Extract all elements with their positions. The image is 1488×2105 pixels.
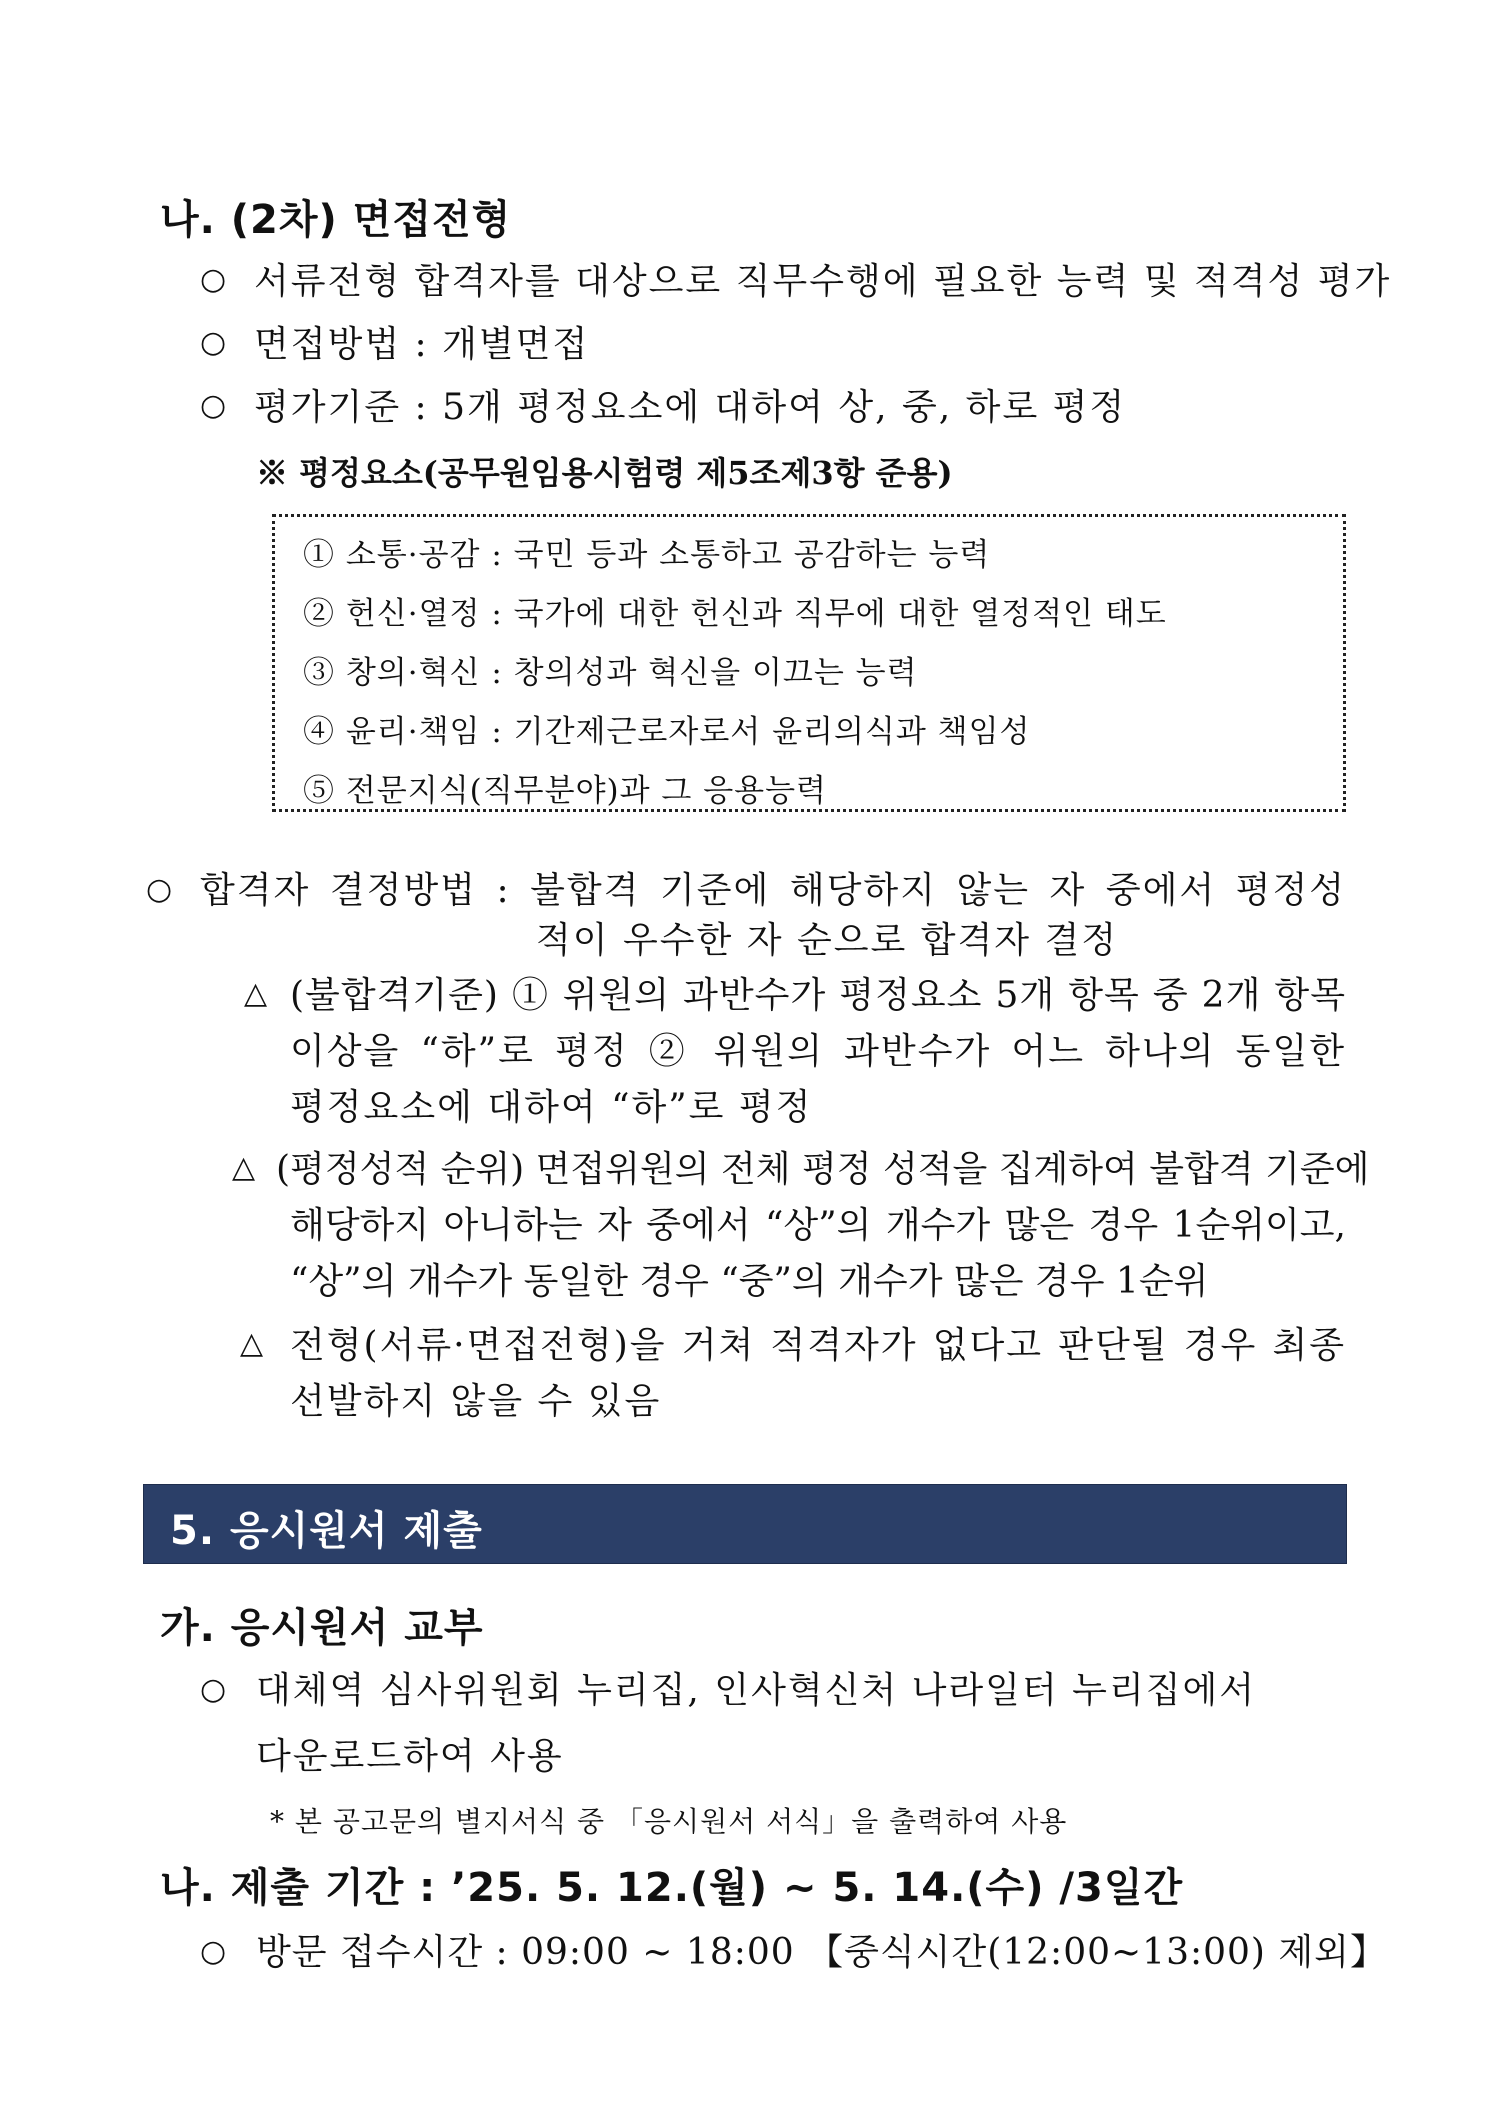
application-issue-line-1: 대체역 심사위원회 누리집, 인사혁신처 나라일터 누리집에서 <box>256 1670 1257 1711</box>
no-selection-line-1: 전형(서류·면접전형)을 거쳐 적격자가 없다고 판단될 경우 최종 <box>290 1325 1346 1366</box>
application-form-note: * 본 공고문의 별지서식 중 「응시원서 서식」을 출력하여 사용 <box>270 1805 1068 1838</box>
criteria-note: ※ 평정요소(공무원임용시험령 제5조제3항 준용) <box>256 454 953 492</box>
submission-period-heading: 나. 제출 기간 : ’25. 5. 12.(월) ~ 5. 14.(수) /3일간 <box>160 1865 1184 1911</box>
criteria-item: ③ 창의·혁신 : 창의성과 혁신을 이끄는 능력 <box>303 655 918 691</box>
fail-criteria-line-2: 이상을 “하”로 평정 ② 위원의 과반수가 어느 하나의 동일한 <box>290 1031 1346 1072</box>
visit-hours-line: 방문 접수시간 : 09:00 ~ 18:00 【중식시간(12:00~13:00) 제외】 <box>256 1932 1387 1973</box>
ranking-line-2: 해당하지 아니하는 자 중에서 “상”의 개수가 많은 경우 1순위이고, <box>290 1205 1346 1246</box>
ranking-line-1: (평정성적 순위) 면접위원의 전체 평정 성적을 집계하여 불합격 기준에 <box>276 1149 1370 1190</box>
ranking-line-3: “상”의 개수가 동일한 경우 “중”의 개수가 많은 경우 1순위 <box>290 1261 1209 1302</box>
section-banner-title: 5. 응시원서 제출 <box>170 1508 483 1554</box>
decision-line-1: 합격자 결정방법 : 불합격 기준에 해당하지 않는 자 중에서 평정성 <box>200 870 1346 911</box>
bullet-circle: ○ <box>200 388 227 423</box>
bullet-circle: ○ <box>146 872 173 907</box>
criteria-item: ⑤ 전문지식(직무분야)과 그 응용능력 <box>303 773 827 809</box>
bullet-circle: ○ <box>200 262 227 297</box>
interview-bullet-1: 서류전형 합격자를 대상으로 직무수행에 필요한 능력 및 적격성 평가 <box>254 261 1392 302</box>
criteria-item: ② 헌신·열정 : 국가에 대한 헌신과 직무에 대한 열정적인 태도 <box>303 596 1167 632</box>
criteria-item: ④ 윤리·책임 : 기간제근로자로서 윤리의식과 책임성 <box>303 714 1031 750</box>
application-issue-heading: 가. 응시원서 교부 <box>160 1605 484 1651</box>
application-issue-line-2: 다운로드하여 사용 <box>256 1736 564 1777</box>
interview-bullet-3: 평가기준 : 5개 평정요소에 대하여 상, 중, 하로 평정 <box>254 387 1127 428</box>
interview-bullet-2: 면접방법 : 개별면접 <box>254 324 590 365</box>
criteria-box <box>272 514 1346 812</box>
bullet-circle: ○ <box>200 325 227 360</box>
fail-criteria-line-3: 평정요소에 대하여 “하”로 평정 <box>290 1087 813 1128</box>
fail-criteria-line-1: (불합격기준) ① 위원의 과반수가 평정요소 5개 항목 중 2개 항목 <box>290 975 1346 1016</box>
triangle-bullet: △ <box>244 976 268 1011</box>
no-selection-line-2: 선발하지 않을 수 있음 <box>290 1381 662 1422</box>
section-banner <box>143 1484 1347 1564</box>
decision-line-2: 적이 우수한 자 순으로 합격자 결정 <box>536 920 1119 961</box>
bullet-circle: ○ <box>200 1934 227 1969</box>
bullet-circle: ○ <box>200 1672 227 1707</box>
triangle-bullet: △ <box>232 1150 256 1185</box>
interview-heading: 나. (2차) 면접전형 <box>160 197 512 243</box>
triangle-bullet: △ <box>240 1326 264 1361</box>
criteria-item: ① 소통·공감 : 국민 등과 소통하고 공감하는 능력 <box>303 537 991 573</box>
